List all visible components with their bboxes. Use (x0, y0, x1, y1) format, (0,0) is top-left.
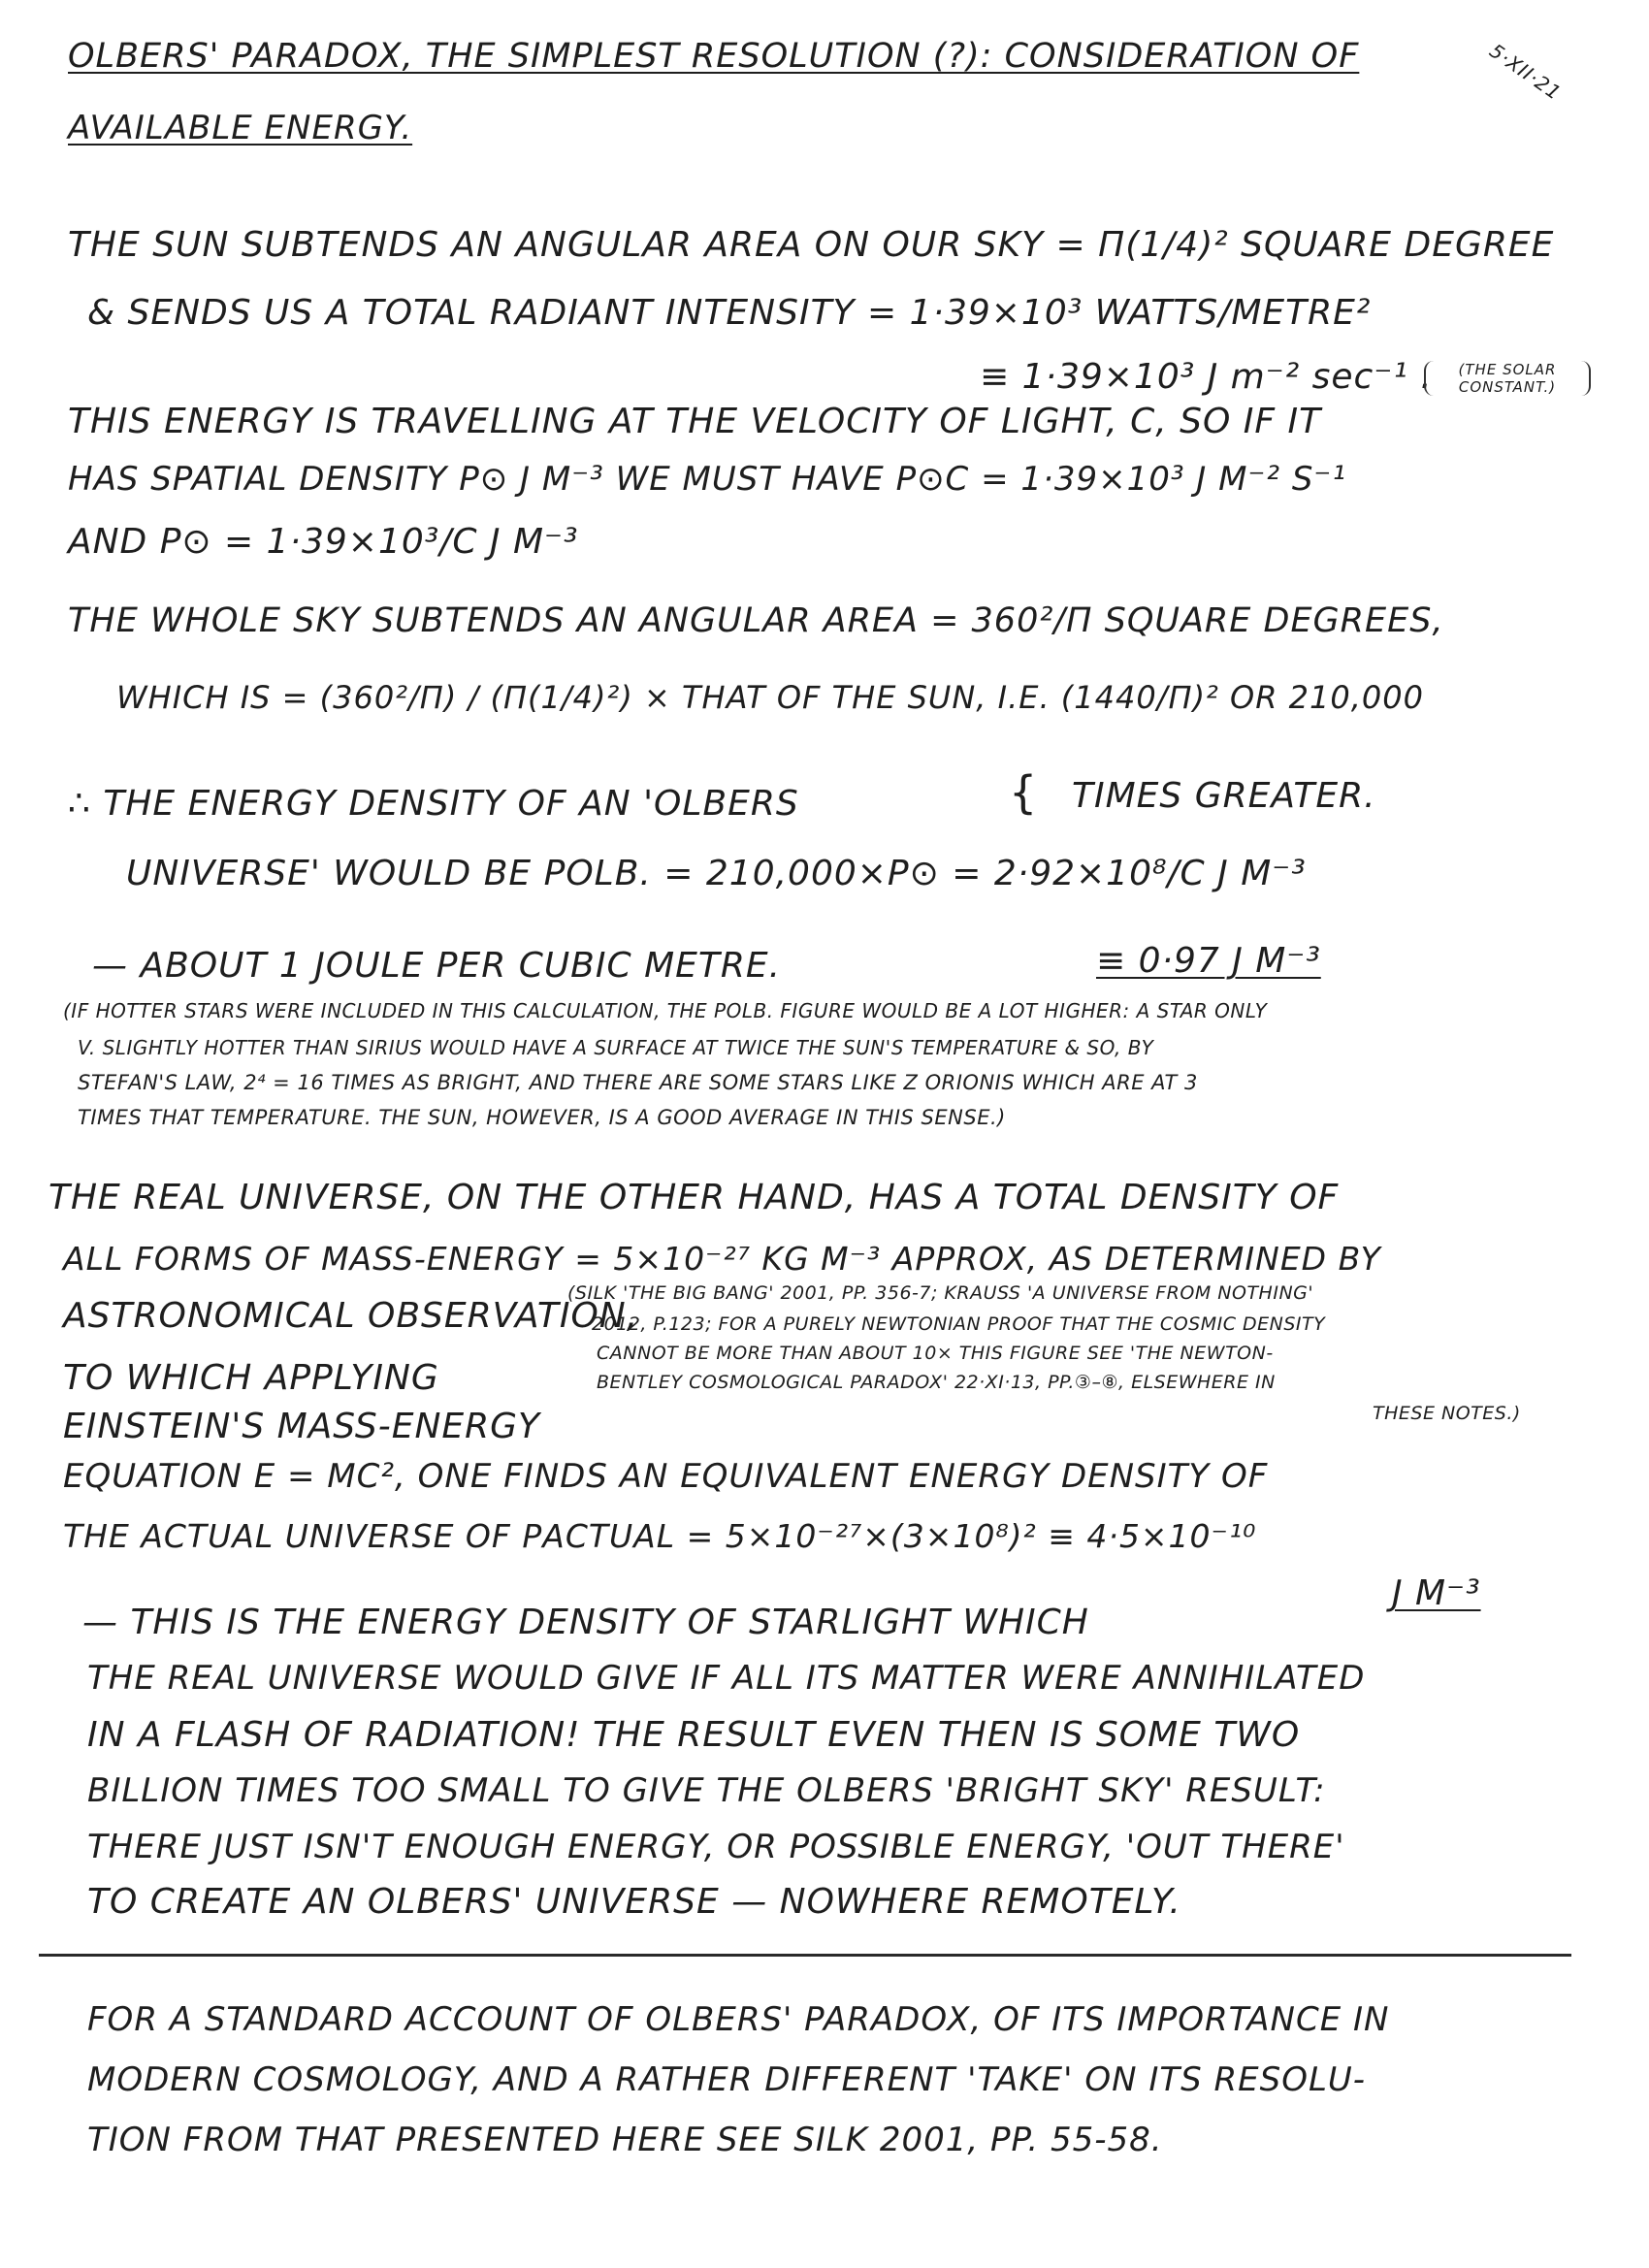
ref-line-2: 2012, P.123; FOR A PURELY NEWTONIAN PROOF THAT THE COSMIC DENSITY (592, 1313, 1326, 1335)
footer-line-2: MODERN COSMOLOGY, AND A RATHER DIFFERENT 'TAKE' ON ITS RESOLU- (87, 2060, 1367, 2099)
sun-line-6: AND Ρ⊙ = 1·39×10³/C J M⁻³ (68, 522, 579, 562)
brace-mark: { (1009, 766, 1038, 819)
conclusion-line-1: — THIS IS THE ENERGY DENSITY OF STARLIGHT WHICH (82, 1603, 1089, 1642)
olbers-line-3: — ABOUT 1 JOULE PER CUBIC METRE. (92, 946, 782, 986)
sun-line-2: & SENDS US A TOTAL RADIANT INTENSITY = 1·39×10³ WATTS/METRE² (87, 293, 1372, 333)
sun-line-5: HAS SPATIAL DENSITY Ρ⊙ J M⁻³ WE MUST HAVE Ρ⊙C = 1·39×10³ J M⁻² S⁻¹ (68, 460, 1347, 499)
section-divider (39, 1954, 1571, 1957)
olbers-line-1: ∴ THE ENERGY DENSITY OF AN 'OLBERS (68, 784, 799, 824)
ref-line-5: THESE NOTES.) (1373, 1403, 1521, 1424)
conclusion-line-6: TO CREATE AN OLBERS' UNIVERSE — NOWHERE REMOTELY. (87, 1882, 1181, 1922)
ref-line-1: (SILK 'THE BIG BANG' 2001, PP. 356-7; KRAUSS 'A UNIVERSE FROM NOTHING' (567, 1282, 1314, 1304)
real-line-1: THE REAL UNIVERSE, ON THE OTHER HAND, HAS A TOTAL DENSITY OF (48, 1178, 1340, 1217)
whole-sky-line-1: THE WHOLE SKY SUBTENDS AN ANGULAR AREA = 360²/Π SQUARE DEGREES, (68, 601, 1444, 640)
conclusion-line-2: THE REAL UNIVERSE WOULD GIVE IF ALL ITS MATTER WERE ANNIHILATED (87, 1659, 1366, 1698)
note-line-4: TIMES THAT TEMPERATURE. THE SUN, HOWEVER, IS A GOOD AVERAGE IN THIS SENSE.) (78, 1106, 1006, 1129)
real-line-7: THE ACTUAL UNIVERSE OF ΡACTUAL = 5×10⁻²⁷×(3×10⁸)² ≡ 4·5×10⁻¹⁰ (63, 1517, 1257, 1555)
note-line-2: V. SLIGHTLY HOTTER THAN SIRIUS WOULD HAVE A SURFACE AT TWICE THE SUN'S TEMPERATURE & SO, BY (78, 1036, 1154, 1059)
conclusion-line-5: THERE JUST ISN'T ENOUGH ENERGY, OR POSSIBLE ENERGY, 'OUT THERE' (87, 1828, 1345, 1866)
date-stamp: 5·XII·21 (1485, 39, 1567, 106)
real-line-5: EINSTEIN'S MASS-ENERGY (63, 1407, 541, 1446)
sun-line-3: ≡ 1·39×10³ J m⁻² sec⁻¹ . (980, 357, 1433, 397)
whole-sky-line-2: WHICH IS = (360²/Π) / (Π(1/4)²) × THAT OF THE SUN, I.E. (1440/Π)² OR 210,000 (116, 679, 1424, 716)
note-line-1: (IF HOTTER STARS WERE INCLUDED IN THIS CALCULATION, THE ΡOLB. FIGURE WOULD BE A LOT HIGHER: A STAR ONLY (63, 999, 1268, 1022)
conclusion-line-4: BILLION TIMES TOO SMALL TO GIVE THE OLBERS 'BRIGHT SKY' RESULT: (87, 1771, 1326, 1810)
footer-line-1: FOR A STANDARD ACCOUNT OF OLBERS' PARADOX, OF ITS IMPORTANCE IN (87, 2000, 1390, 2039)
sun-line-1: THE SUN SUBTENDS AN ANGULAR AREA ON OUR SKY = Π(1/4)² SQUARE DEGREE (68, 225, 1555, 265)
whole-sky-line-3: TIMES GREATER. (1072, 776, 1376, 816)
page-title-continued: AVAILABLE ENERGY. (68, 109, 413, 147)
conclusion-line-3: IN A FLASH OF RADIATION! THE RESULT EVEN THEN IS SOME TWO (87, 1715, 1301, 1755)
note-line-3: STEFAN'S LAW, 2⁴ = 16 TIMES AS BRIGHT, AND THERE ARE SOME STARS LIKE Ζ ORIONIS WHICH ARE AT 3 (78, 1071, 1198, 1094)
ref-line-4: BENTLEY COSMOLOGICAL PARADOX' 22·XI·13, PP.③–⑧, ELSEWHERE IN (597, 1372, 1276, 1393)
page-title: OLBERS' PARADOX, THE SIMPLEST RESOLUTION (?): CONSIDERATION OF (68, 37, 1360, 76)
real-line-3: ASTRONOMICAL OBSERVATION, (63, 1296, 639, 1336)
olbers-line-2: UNIVERSE' WOULD BE ΡOLB. = 210,000×Ρ⊙ = 2·92×10⁸/C J M⁻³ (126, 854, 1307, 893)
ref-line-3: CANNOT BE MORE THAN ABOUT 10× THIS FIGURE SEE 'THE NEWTON- (597, 1343, 1274, 1364)
sun-line-4: THIS ENERGY IS TRAVELLING AT THE VELOCITY OF LIGHT, C, SO IF IT (68, 402, 1322, 441)
footer-line-3: TION FROM THAT PRESENTED HERE SEE SILK 2001, PP. 55-58. (87, 2121, 1163, 2159)
actual-density-unit: J M⁻³ (1392, 1573, 1481, 1613)
real-line-4: TO WHICH APPLYING (63, 1358, 439, 1398)
real-line-2: ALL FORMS OF MASS-ENERGY = 5×10⁻²⁷ KG M⁻³ APPROX, AS DETERMINED BY (63, 1240, 1381, 1278)
solar-constant-note: (THE SOLAR CONSTANT.) (1424, 361, 1591, 396)
olbers-result: ≡ 0·97 J M⁻³ (1096, 941, 1321, 981)
real-line-6: EQUATION E = MC², ONE FINDS AN EQUIVALENT ENERGY DENSITY OF (63, 1457, 1269, 1496)
